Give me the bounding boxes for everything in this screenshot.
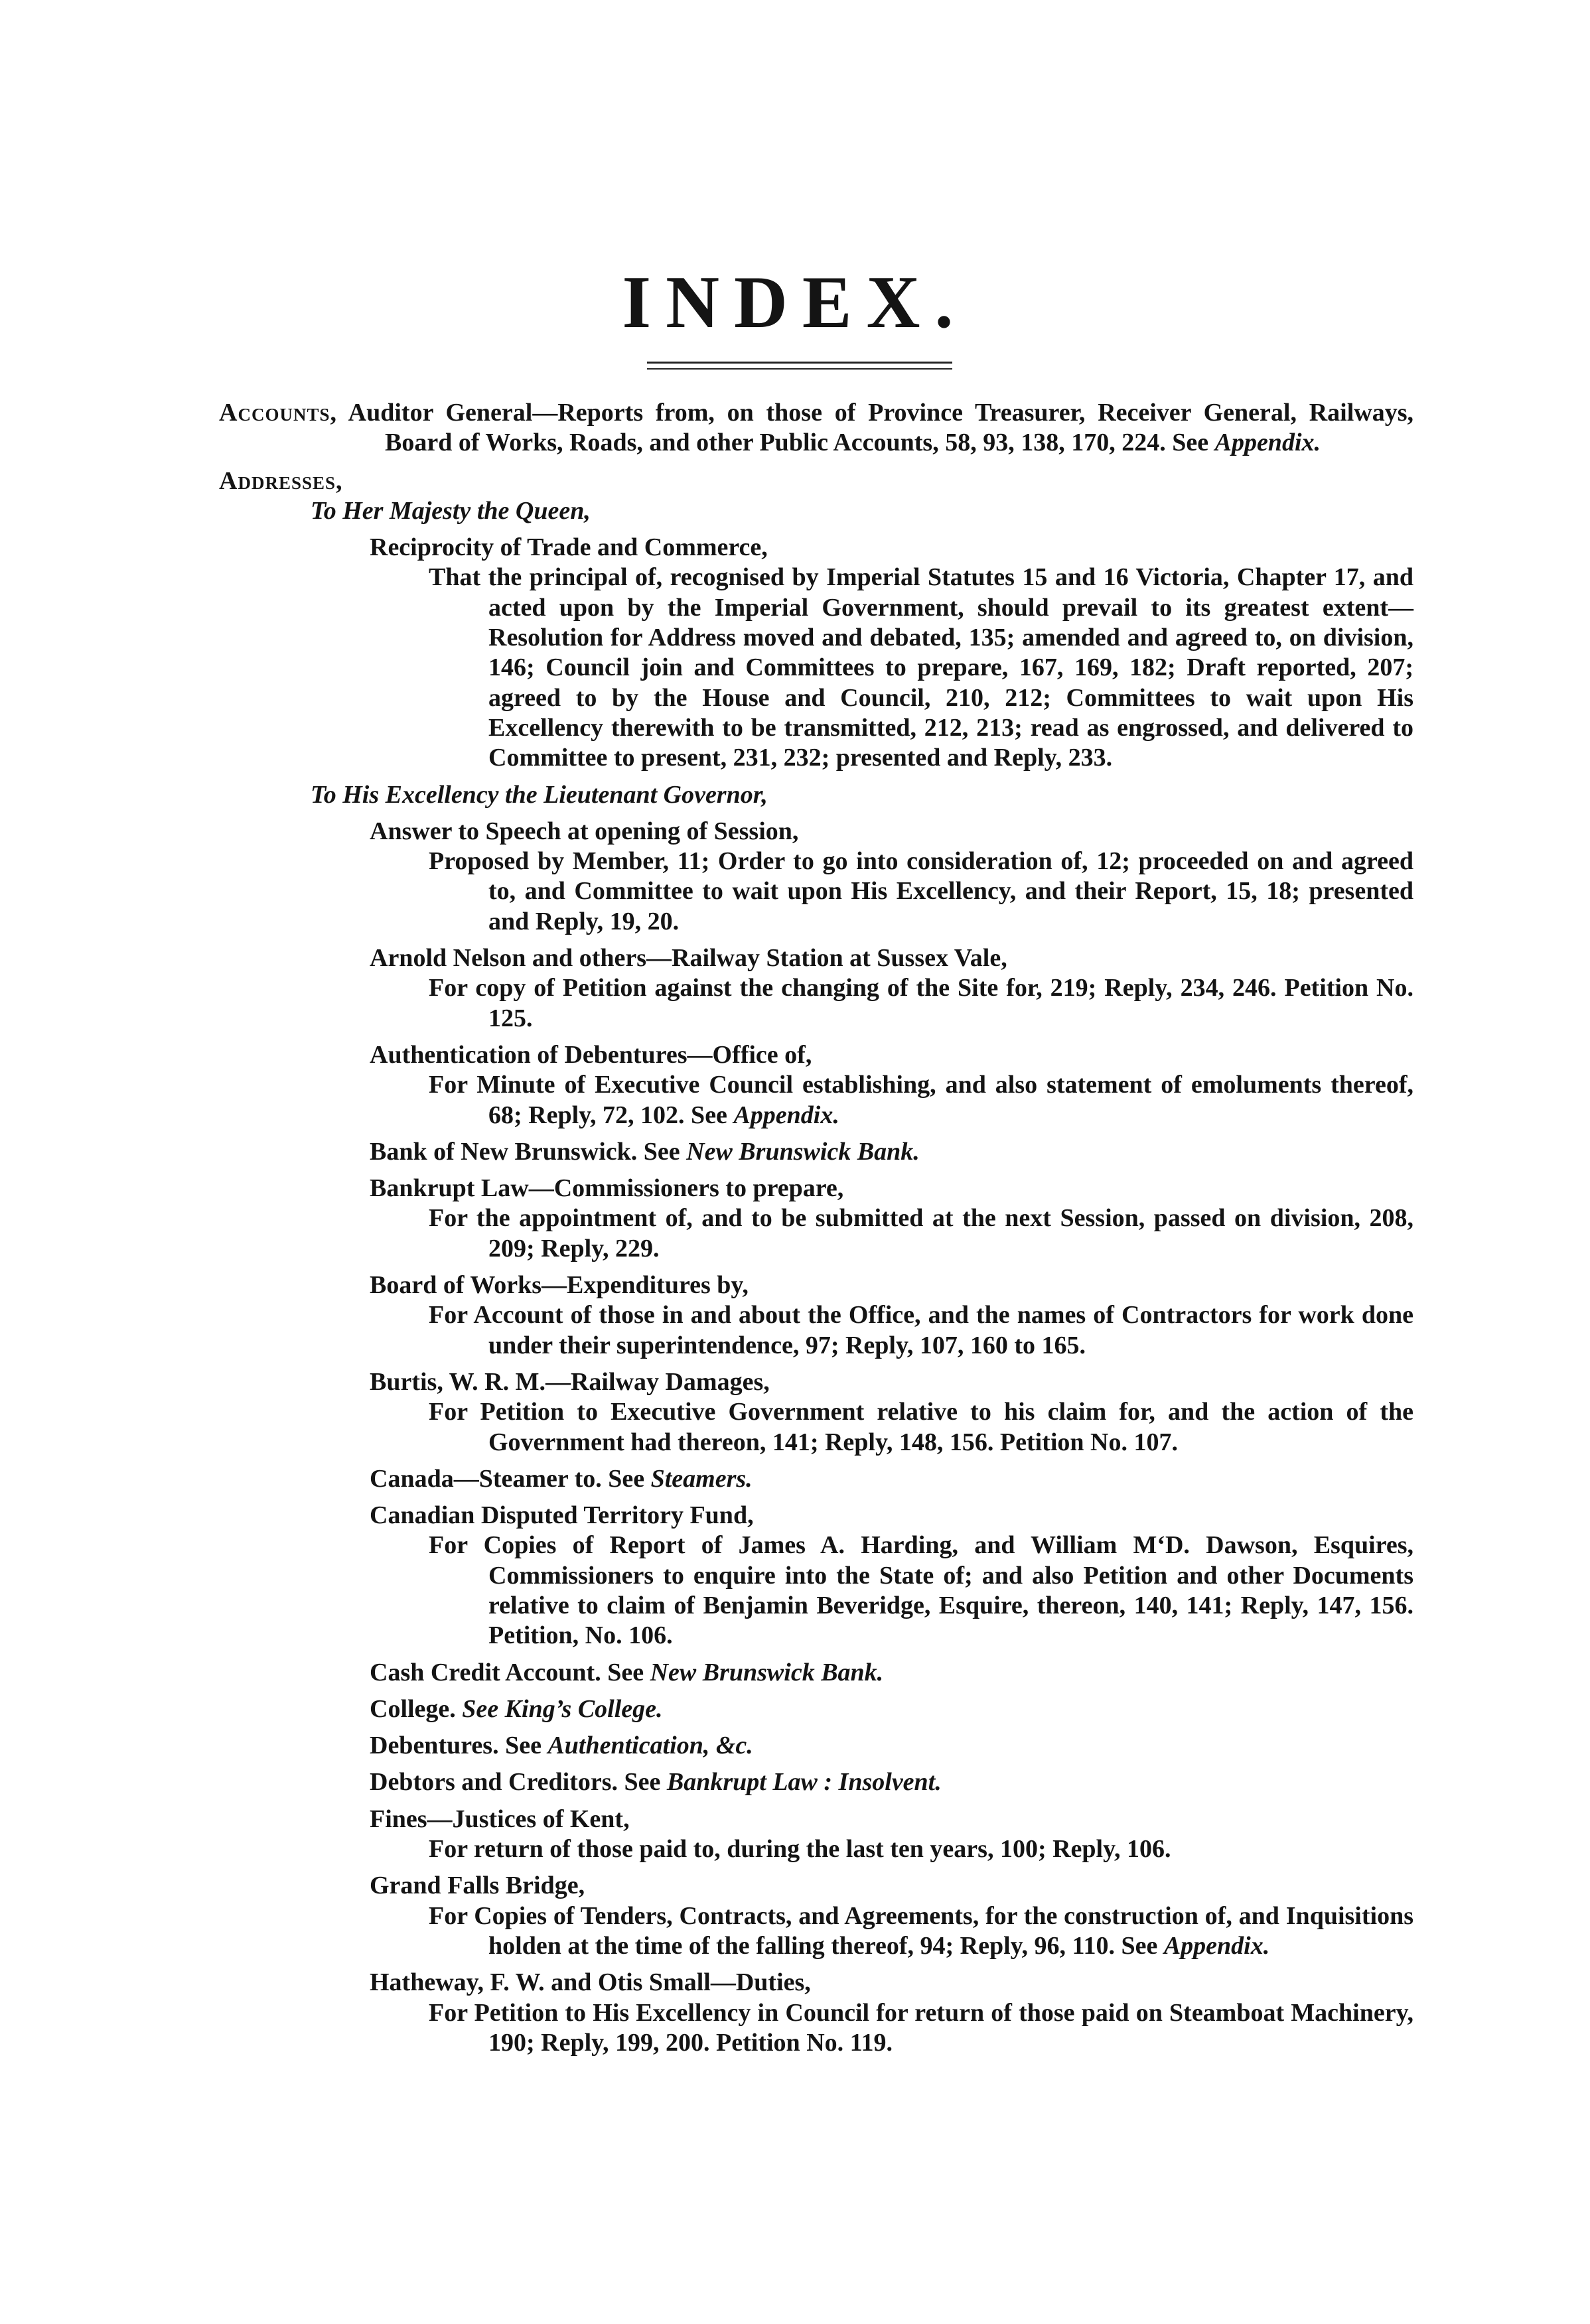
sub-entry-burtis: For Petition to Executive Government relative to his claim for, and the action of the Government had thereon, 141; Reply, 148, 156. Petition No. 107. [429, 1398, 1413, 1456]
topic-disputed-territory: Canadian Disputed Territory Fund, [370, 1501, 754, 1530]
topic-debentures [219, 1731, 1413, 1761]
cross-reference: New Brunswick Bank. [650, 1658, 884, 1686]
entry-heading: Accounts, [219, 399, 337, 427]
topic-burtis: Burtis, W. R. M.—Railway Damages, [370, 1367, 770, 1396]
sub-entry-arnold-nelson: For copy of Petition against the changing of the Site for, 219; Reply, 234, 246. Petition No. 125. [429, 974, 1413, 1032]
topic-hatheway: Hatheway, F. W. and Otis Small—Duties, [370, 1968, 811, 1997]
cross-reference: Authentication, &c. [547, 1732, 753, 1760]
index-body [219, 398, 1413, 2058]
cross-reference: Appendix. [733, 1101, 839, 1129]
topic-fines: Fines—Justices of Kent, [370, 1805, 630, 1833]
topic-bankrupt-law: Bankrupt Law—Commissioners to prepare, [370, 1174, 844, 1203]
entry-text: Bank of New Brunswick. See [370, 1137, 680, 1166]
entry-text: Debentures. See [370, 1732, 542, 1760]
section-queen: To Her Majesty the Queen, [311, 496, 591, 525]
entry-addresses: Addresses, [219, 466, 343, 495]
cross-reference: New Brunswick Bank. [686, 1137, 920, 1166]
cross-reference: See King’s College. [462, 1694, 663, 1723]
cross-reference: Appendix. [1163, 1931, 1270, 1960]
sub-entry-hatheway: For Petition to His Excellency in Council for return of those paid on Steamboat Machinery, 190; Reply, 199, 200. Petition No. 119. [429, 1998, 1413, 2057]
cross-reference: Appendix. [1214, 429, 1321, 457]
sub-entry-grand-falls [219, 1901, 1413, 1962]
title-double-rule [647, 362, 952, 370]
topic-debentures-office: Authentication of Debentures—Office of, [370, 1040, 812, 1069]
entry-text: College. [370, 1694, 456, 1723]
topic-answer-speech: Answer to Speech at opening of Session, [370, 817, 799, 845]
topic-reciprocity: Reciprocity of Trade and Commerce, [370, 533, 768, 562]
page-title: INDEX. [622, 261, 968, 344]
entry-accounts [219, 398, 1413, 458]
entry-text: Debtors and Creditors. See [370, 1768, 661, 1797]
topic-debtors [219, 1767, 1413, 1797]
sub-entry-board-of-works: For Account of those in and about the Office, and the names of Contractors for work done under their superintendence, 97; Reply, 107, 160 to 165. [429, 1301, 1413, 1359]
sub-entry-answer-speech: Proposed by Member, 11; Order to go into consideration of, 12; proceeded on and agreed to, and Committee to wait upon His Excellency, and their Report, 15, 18; presented and Reply, 19, 20. [429, 847, 1413, 935]
topic-cash-credit [219, 1658, 1413, 1688]
sub-entry-debentures-office [219, 1070, 1413, 1130]
sub-entry-fines: For return of those paid to, during the last ten years, 100; Reply, 106. [429, 1835, 1171, 1864]
cross-reference: Bankrupt Law : Insolvent. [666, 1768, 942, 1797]
entry-text: Cash Credit Account. See [370, 1658, 644, 1686]
sub-entry-reciprocity: That the principal of, recognised by Imperial Statutes 15 and 16 Victoria, Chapter 17, and acted upon by the Imperial Government, should prevail to its greatest extent—Resolution for Address moved and debated, 135; amended and agreed to, on division, 146; Council join and Committees to prepare, 167, 169, 182; Draft reported, 207; agreed to by the House and Council, 210, 212; Committees to wait upon His Excellency therewith to be transmitted, 212, 213; read as engrossed, and delivered to Committee to present, 231, 232; presented and Reply, 233. [429, 563, 1413, 772]
entry-text: Auditor General—Reports from, on those of Province Treasurer, Receiver General, Railways, Board of Works, Roads, and other Public Accounts, 58, 93, 138, 170, 224. See [348, 399, 1413, 457]
sub-entry-disputed-territory: For Copies of Report of James A. Harding, and William M‘D. Dawson, Esquires, Commissioners to enquire into the State of; and also Petition and other Documents relative to claim of Benjamin Beveridge, Esquire, thereon, 140, 141; Reply, 147, 156. Petition, No. 106. [429, 1531, 1413, 1650]
topic-canada [219, 1464, 1413, 1494]
section-governor: To His Excellency the Lieutenant Governor, [311, 780, 768, 809]
entry-text: For Copies of Tenders, Contracts, and Agreements, for the construction of, and Inquisitions holden at the time of the falling thereof, 94; Reply, 96, 110. See [429, 1901, 1413, 1960]
topic-board-of-works: Board of Works—Expenditures by, [370, 1271, 749, 1300]
cross-reference: Steamers. [650, 1464, 753, 1493]
entry-text: Canada—Steamer to. See [370, 1464, 645, 1493]
sub-entry-bankrupt-law: For the appointment of, and to be submitted at the next Session, passed on division, 208, 209; Reply, 229. [429, 1204, 1413, 1263]
entry-text: For Minute of Executive Council establishing, and also statement of emoluments thereof, 68; Reply, 72, 102. See [429, 1071, 1413, 1129]
topic-arnold-nelson: Arnold Nelson and others—Railway Station at Sussex Vale, [370, 944, 1007, 973]
topic-grand-falls: Grand Falls Bridge, [370, 1872, 585, 1900]
topic-college [219, 1694, 1413, 1724]
topic-bank [219, 1137, 1413, 1167]
